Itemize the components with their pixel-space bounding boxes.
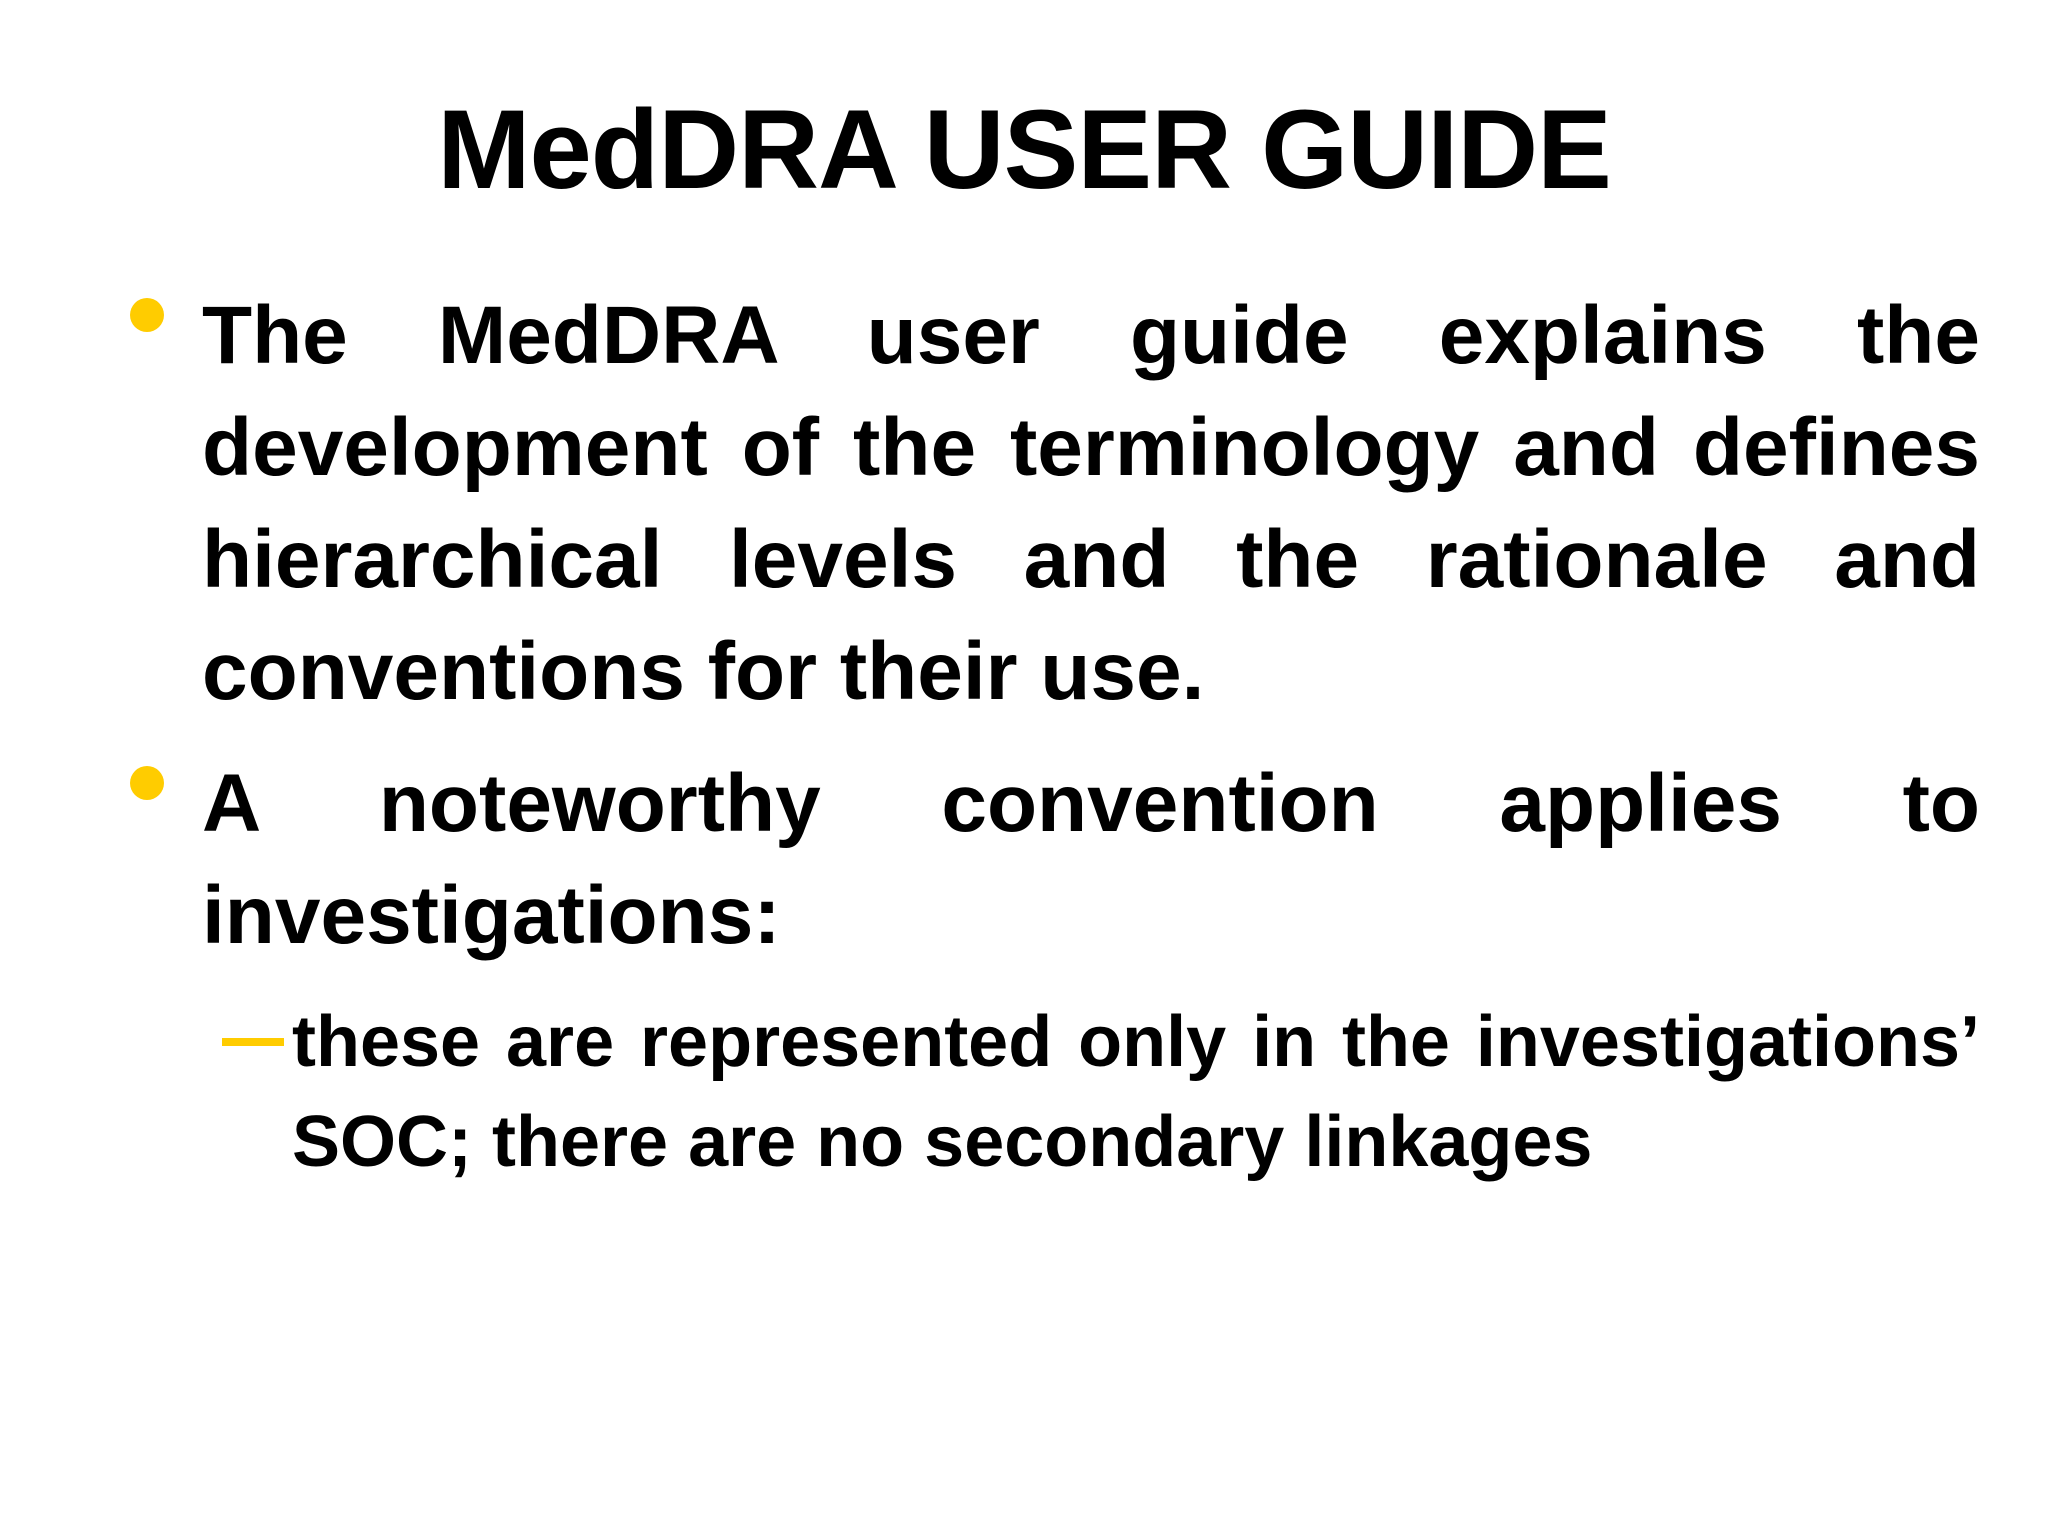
slide-content — [128, 280, 1980, 1192]
sub-bullet-text: these are represented only in the investigations’ SOC; there are no secondary linkages — [292, 1002, 1980, 1182]
yellow-dot-icon — [130, 766, 164, 800]
page-title: MedDRA USER GUIDE — [437, 87, 1611, 212]
bullet-item — [128, 748, 1980, 972]
yellow-dash-icon — [222, 1038, 284, 1046]
bullet-text: The MedDRA user guide explains the development of the terminology and defines hierarchical levels and the rationale and conventions for their use. — [202, 290, 1980, 717]
bullet-text: A noteworthy convention applies to investigations: — [202, 758, 1980, 961]
sub-bullet-item — [292, 992, 1980, 1192]
yellow-dot-icon — [130, 298, 164, 332]
bullet-item — [128, 280, 1980, 728]
